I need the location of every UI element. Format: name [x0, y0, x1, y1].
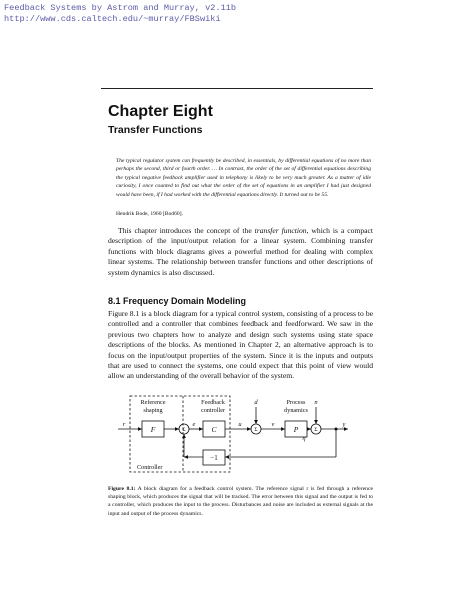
epigraph-text: The typical regulator system can frequently be described, in essentials, by differential equations of no more than perhaps the second, third or fourth order. … In contrast, the order of the set of differential equations describing the typical negative feedback amplifier used in telephony is likely to be very much greater. As a matter of idle curiosity, I once counted to find out what the order of the set of equations in an amplifier I had just designed would have been, if I had worked with the differential equations directly. It turned out to be 55.: [116, 158, 371, 198]
signal-e: e: [192, 421, 196, 428]
block-negate-label: −1: [210, 454, 218, 462]
intro-after: , which is a compact description of the input/output relation for a linear system. Combining transfer functions with block diagrams gives a powerful method for dealing with complex linear systems. The relationship between transfer functions and other descriptions of system dynamics is also discussed.: [108, 226, 373, 277]
signal-r: r: [122, 421, 126, 428]
label-controller-word: controller: [200, 407, 226, 414]
label-shaping: shaping: [143, 407, 163, 414]
chapter-subtitle: Transfer Functions: [108, 124, 203, 136]
header-url[interactable]: http://www.cds.caltech.edu/~murray/FBSwiki: [4, 14, 221, 24]
block-C-label: C: [211, 425, 217, 434]
signal-n: n: [314, 399, 318, 406]
label-reference: Reference: [140, 399, 166, 406]
intro-term: transfer function: [254, 226, 307, 235]
block-P-label: P: [293, 425, 299, 434]
intro-before: This chapter introduces the concept of the: [118, 226, 255, 235]
running-header: [4, 3, 236, 25]
chapter-title: Chapter Eight: [108, 103, 213, 120]
caption-text: A block diagram for a feedback control system. The reference signal r is fed through a reference shaping block, which produces the signal that will be tracked. The error between this signal and the output is fed to a controller, which produces the input to the process. Disturbances and noise are included as external signals at the input and output of the process dynamics.: [108, 486, 373, 517]
header-title: Feedback Systems by Astrom and Murray, v2.11b: [4, 3, 237, 13]
sum-1-label: Σ: [182, 427, 186, 433]
signal-eta: η: [302, 435, 306, 442]
signal-u: u: [238, 421, 242, 428]
label-process: Process: [286, 399, 306, 406]
sum-2-label: Σ: [254, 427, 258, 433]
figure-caption: [108, 485, 373, 518]
block-F-label: F: [150, 425, 156, 434]
signal-d: d: [254, 399, 258, 406]
label-dynamics: dynamics: [284, 407, 308, 414]
caption-label: Figure 8.1:: [108, 486, 136, 492]
label-feedback: Feedback: [201, 399, 225, 406]
intro-paragraph: [108, 226, 373, 278]
section-paragraph: Figure 8.1 is a block diagram for a typical control system, consisting of a process to be controlled and a controller that combines feedback and feedforward. We saw in the previous two chapters how to analyze and design such systems using state space descriptions of the blocks. As mentioned in Chapter 2, an alternative approach is to focus on the input/output properties of the system. Since it is the inputs and outputs that are used to connect the systems, one could expect that this point of view would allow an understanding of the overall behavior of the system.: [108, 309, 373, 381]
signal-nu: ν: [271, 421, 275, 428]
block-diagram: [108, 393, 370, 475]
feedback-node: [335, 428, 338, 431]
signal-y: y: [342, 421, 346, 428]
epigraph-attribution: Hendrik Bode, 1960 [Bod60].: [116, 211, 183, 217]
label-controller: Controller: [137, 464, 163, 471]
section-heading: 8.1 Frequency Domain Modeling: [108, 296, 247, 306]
sum-3-label: Σ: [314, 427, 318, 433]
chapter-rule: [101, 88, 373, 89]
